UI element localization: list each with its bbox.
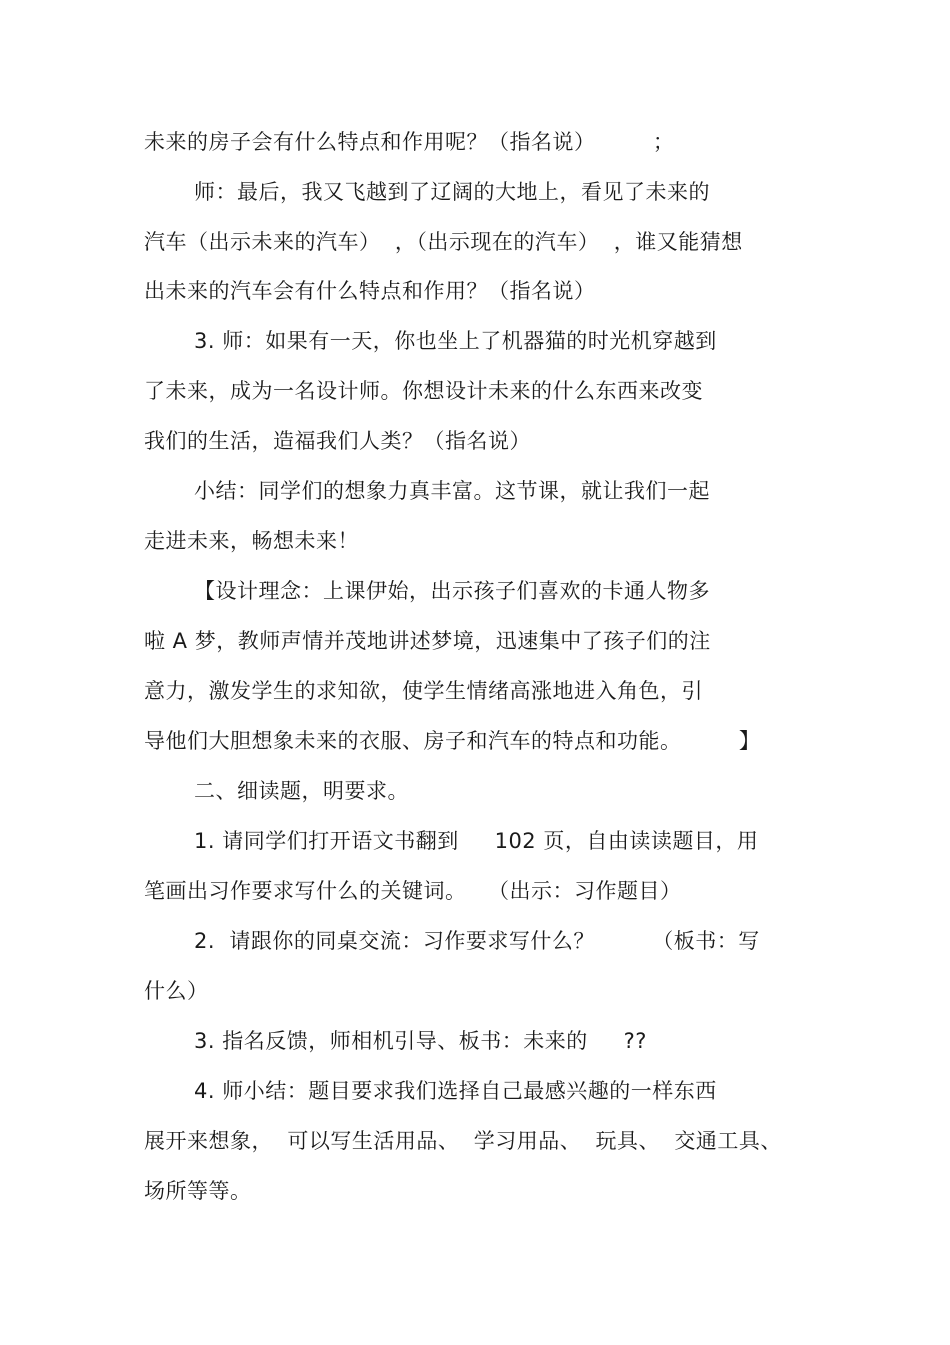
text-line: 出未来的汽车会有什么特点和作用？（指名说）	[144, 279, 596, 303]
text-line: 3. 师：如果有一天，你也坐上了机器猫的时光机穿越到	[194, 329, 717, 353]
text-line: 未来的房子会有什么特点和作用呢？（指名说） ；	[144, 130, 675, 154]
text-line: 小结：同学们的想象力真丰富。这节课，就让我们一起	[194, 479, 710, 503]
text-line: 汽车（出示未来的汽车） ，（出示现在的汽车） ，谁又能猜想	[144, 230, 743, 254]
text-line: 了未来，成为一名设计师。你想设计未来的什么东西来改变	[144, 379, 703, 403]
text-line: 二、细读题，明要求。	[194, 779, 409, 803]
text-line: 师：最后，我又飞越到了辽阔的大地上，看见了未来的	[194, 180, 710, 204]
text-line: 走进未来，畅想未来！	[144, 529, 359, 553]
text-line: 导他们大胆想象未来的衣服、房子和汽车的特点和功能。 】	[144, 729, 761, 753]
text-line: 笔画出习作要求写什么的关键词。 （出示：习作题目）	[144, 879, 682, 903]
text-line: 意力，激发学生的求知欲，使学生情绪高涨地进入角色，引	[144, 679, 703, 703]
text-line: 我们的生活，造福我们人类？（指名说）	[144, 429, 531, 453]
text-line: 【设计理念：上课伊始，出示孩子们喜欢的卡通人物多	[194, 579, 710, 603]
text-line: 1. 请同学们打开语文书翻到 102 页，自由读读题目，用	[194, 829, 759, 853]
text-line: 啦 A 梦，教师声情并茂地讲述梦境，迅速集中了孩子们的注	[144, 629, 711, 653]
text-line: 场所等等。	[144, 1179, 252, 1203]
text-line: 3. 指名反馈，师相机引导、板书：未来的 ??	[194, 1029, 647, 1053]
text-line: 展开来想象， 可以写生活用品、 学习用品、 玩具、 交通工具、	[144, 1129, 782, 1153]
text-line: 2. 请跟你的同桌交流：习作要求写什么？ （板书：写	[194, 929, 760, 953]
text-line: 什么）	[144, 979, 209, 1003]
text-line: 4. 师小结：题目要求我们选择自己最感兴趣的一样东西	[194, 1079, 717, 1103]
